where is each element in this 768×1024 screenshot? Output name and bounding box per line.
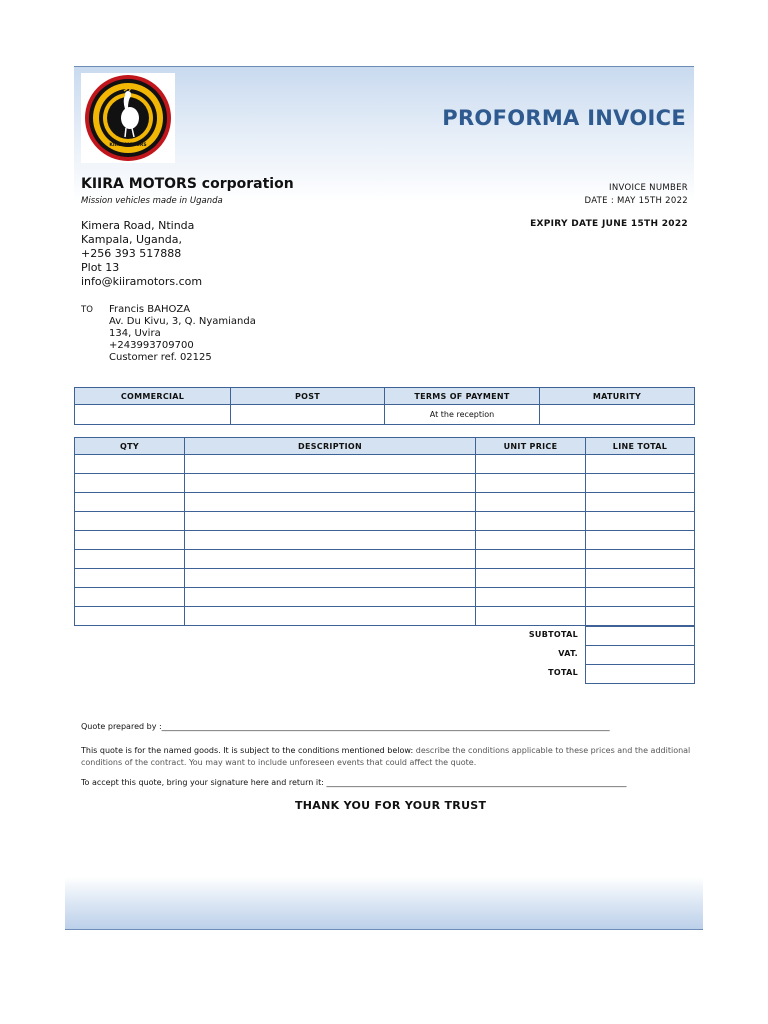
unit-price-cell[interactable] (476, 512, 586, 531)
line-total-cell[interactable] (586, 607, 695, 626)
total-label: TOTAL (548, 668, 578, 677)
vat-label: VAT. (558, 649, 578, 658)
items-table (74, 437, 695, 626)
qty-cell[interactable] (75, 512, 185, 531)
conditions-detail: describe the conditions applicable to these prices and the additional conditions of the contract. You may want to include unforeseen events that could affect the quote. (81, 746, 691, 767)
thank-you-text: THANK YOU FOR YOUR TRUST (295, 799, 487, 812)
table-row (75, 588, 695, 607)
recipient-line: 134, Uvira (109, 328, 161, 339)
accept-signature-line: To accept this quote, bring your signature here and return it: ___________________________________________________________________________ (81, 778, 627, 787)
footer-band (65, 877, 703, 930)
description-cell[interactable] (185, 531, 476, 550)
qty-cell[interactable] (75, 607, 185, 626)
description-cell[interactable] (185, 569, 476, 588)
line-total-cell[interactable] (586, 588, 695, 607)
invoice-meta (585, 182, 689, 207)
post-cell[interactable] (231, 405, 385, 425)
qty-cell[interactable] (75, 474, 185, 493)
terms-value-row (75, 405, 695, 425)
col-header-qty: QTY (75, 438, 185, 455)
terms-of-payment-cell[interactable]: At the reception (385, 405, 540, 425)
line-total-cell[interactable] (586, 474, 695, 493)
table-row (75, 474, 695, 493)
prepared-by-line: Quote prepared by :________________________________________________________________________________________________________________ (81, 722, 610, 731)
recipient-line: Av. Du Kivu, 3, Q. Nyamianda (109, 316, 256, 327)
qty-cell[interactable] (75, 493, 185, 512)
col-header-description: DESCRIPTION (185, 438, 476, 455)
col-header-commercial: COMMERCIAL (75, 388, 231, 405)
qty-cell[interactable] (75, 455, 185, 474)
description-cell[interactable] (185, 474, 476, 493)
table-row (75, 569, 695, 588)
qty-cell[interactable] (75, 569, 185, 588)
commercial-cell[interactable] (75, 405, 231, 425)
unit-price-cell[interactable] (476, 607, 586, 626)
recipient-block (109, 304, 256, 364)
address-line: Plot 13 (81, 261, 120, 274)
line-total-cell[interactable] (586, 550, 695, 569)
vat-value[interactable] (585, 645, 695, 665)
conditions-lead: This quote is for the named goods. It is subject to the conditions mentioned below: (81, 746, 414, 755)
to-label: TO (81, 305, 93, 315)
company-address (81, 219, 202, 289)
table-row (75, 607, 695, 626)
col-header-maturity: MATURITY (540, 388, 695, 405)
description-cell[interactable] (185, 455, 476, 474)
unit-price-cell[interactable] (476, 588, 586, 607)
total-value[interactable] (585, 664, 695, 684)
table-row (75, 531, 695, 550)
qty-cell[interactable] (75, 588, 185, 607)
unit-price-cell[interactable] (476, 531, 586, 550)
subtotal-value[interactable] (585, 626, 695, 646)
description-cell[interactable] (185, 493, 476, 512)
conditions-text (81, 745, 701, 769)
logo-text: KIIRA MOTORS (109, 143, 147, 148)
recipient-name: Francis BAHOZA (109, 304, 191, 315)
address-line: +256 393 517888 (81, 247, 182, 260)
unit-price-cell[interactable] (476, 569, 586, 588)
invoice-number-label: INVOICE NUMBER (609, 183, 688, 193)
document-title: PROFORMA INVOICE (442, 106, 686, 130)
description-cell[interactable] (185, 512, 476, 531)
col-header-unit-price: UNIT PRICE (476, 438, 586, 455)
table-row (75, 493, 695, 512)
items-header-row (75, 438, 695, 455)
customer-ref: Customer ref. 02125 (109, 352, 212, 363)
recipient-phone: +243993709700 (109, 340, 194, 351)
line-total-cell[interactable] (586, 512, 695, 531)
line-total-cell[interactable] (586, 493, 695, 512)
company-tagline: Mission vehicles made in Uganda (81, 196, 223, 206)
company-name: KIIRA MOTORS corporation (81, 176, 294, 192)
kiira-motors-logo-icon (81, 73, 175, 163)
maturity-cell[interactable] (540, 405, 695, 425)
unit-price-cell[interactable] (476, 493, 586, 512)
expiry-date: EXPIRY DATE JUNE 15TH 2022 (530, 219, 688, 229)
description-cell[interactable] (185, 607, 476, 626)
invoice-date: DATE : MAY 15TH 2022 (584, 195, 688, 206)
subtotal-label: SUBTOTAL (528, 630, 578, 639)
line-total-cell[interactable] (586, 569, 695, 588)
col-header-post: POST (231, 388, 385, 405)
terms-header-row (75, 388, 695, 405)
qty-cell[interactable] (75, 550, 185, 569)
qty-cell[interactable] (75, 531, 185, 550)
table-row (75, 550, 695, 569)
address-line: Kampala, Uganda, (81, 233, 182, 246)
description-cell[interactable] (185, 588, 476, 607)
address-line: Kimera Road, Ntinda (81, 219, 195, 232)
col-header-line-total: LINE TOTAL (586, 438, 695, 455)
terms-table (74, 387, 695, 425)
unit-price-cell[interactable] (476, 550, 586, 569)
line-total-cell[interactable] (586, 455, 695, 474)
company-email: info@kiiramotors.com (81, 275, 203, 288)
company-logo (81, 73, 175, 163)
line-total-cell[interactable] (586, 531, 695, 550)
unit-price-cell[interactable] (476, 474, 586, 493)
unit-price-cell[interactable] (476, 455, 586, 474)
col-header-terms-of-payment: TERMS OF PAYMENT (385, 388, 540, 405)
table-row (75, 512, 695, 531)
table-row (75, 455, 695, 474)
description-cell[interactable] (185, 550, 476, 569)
